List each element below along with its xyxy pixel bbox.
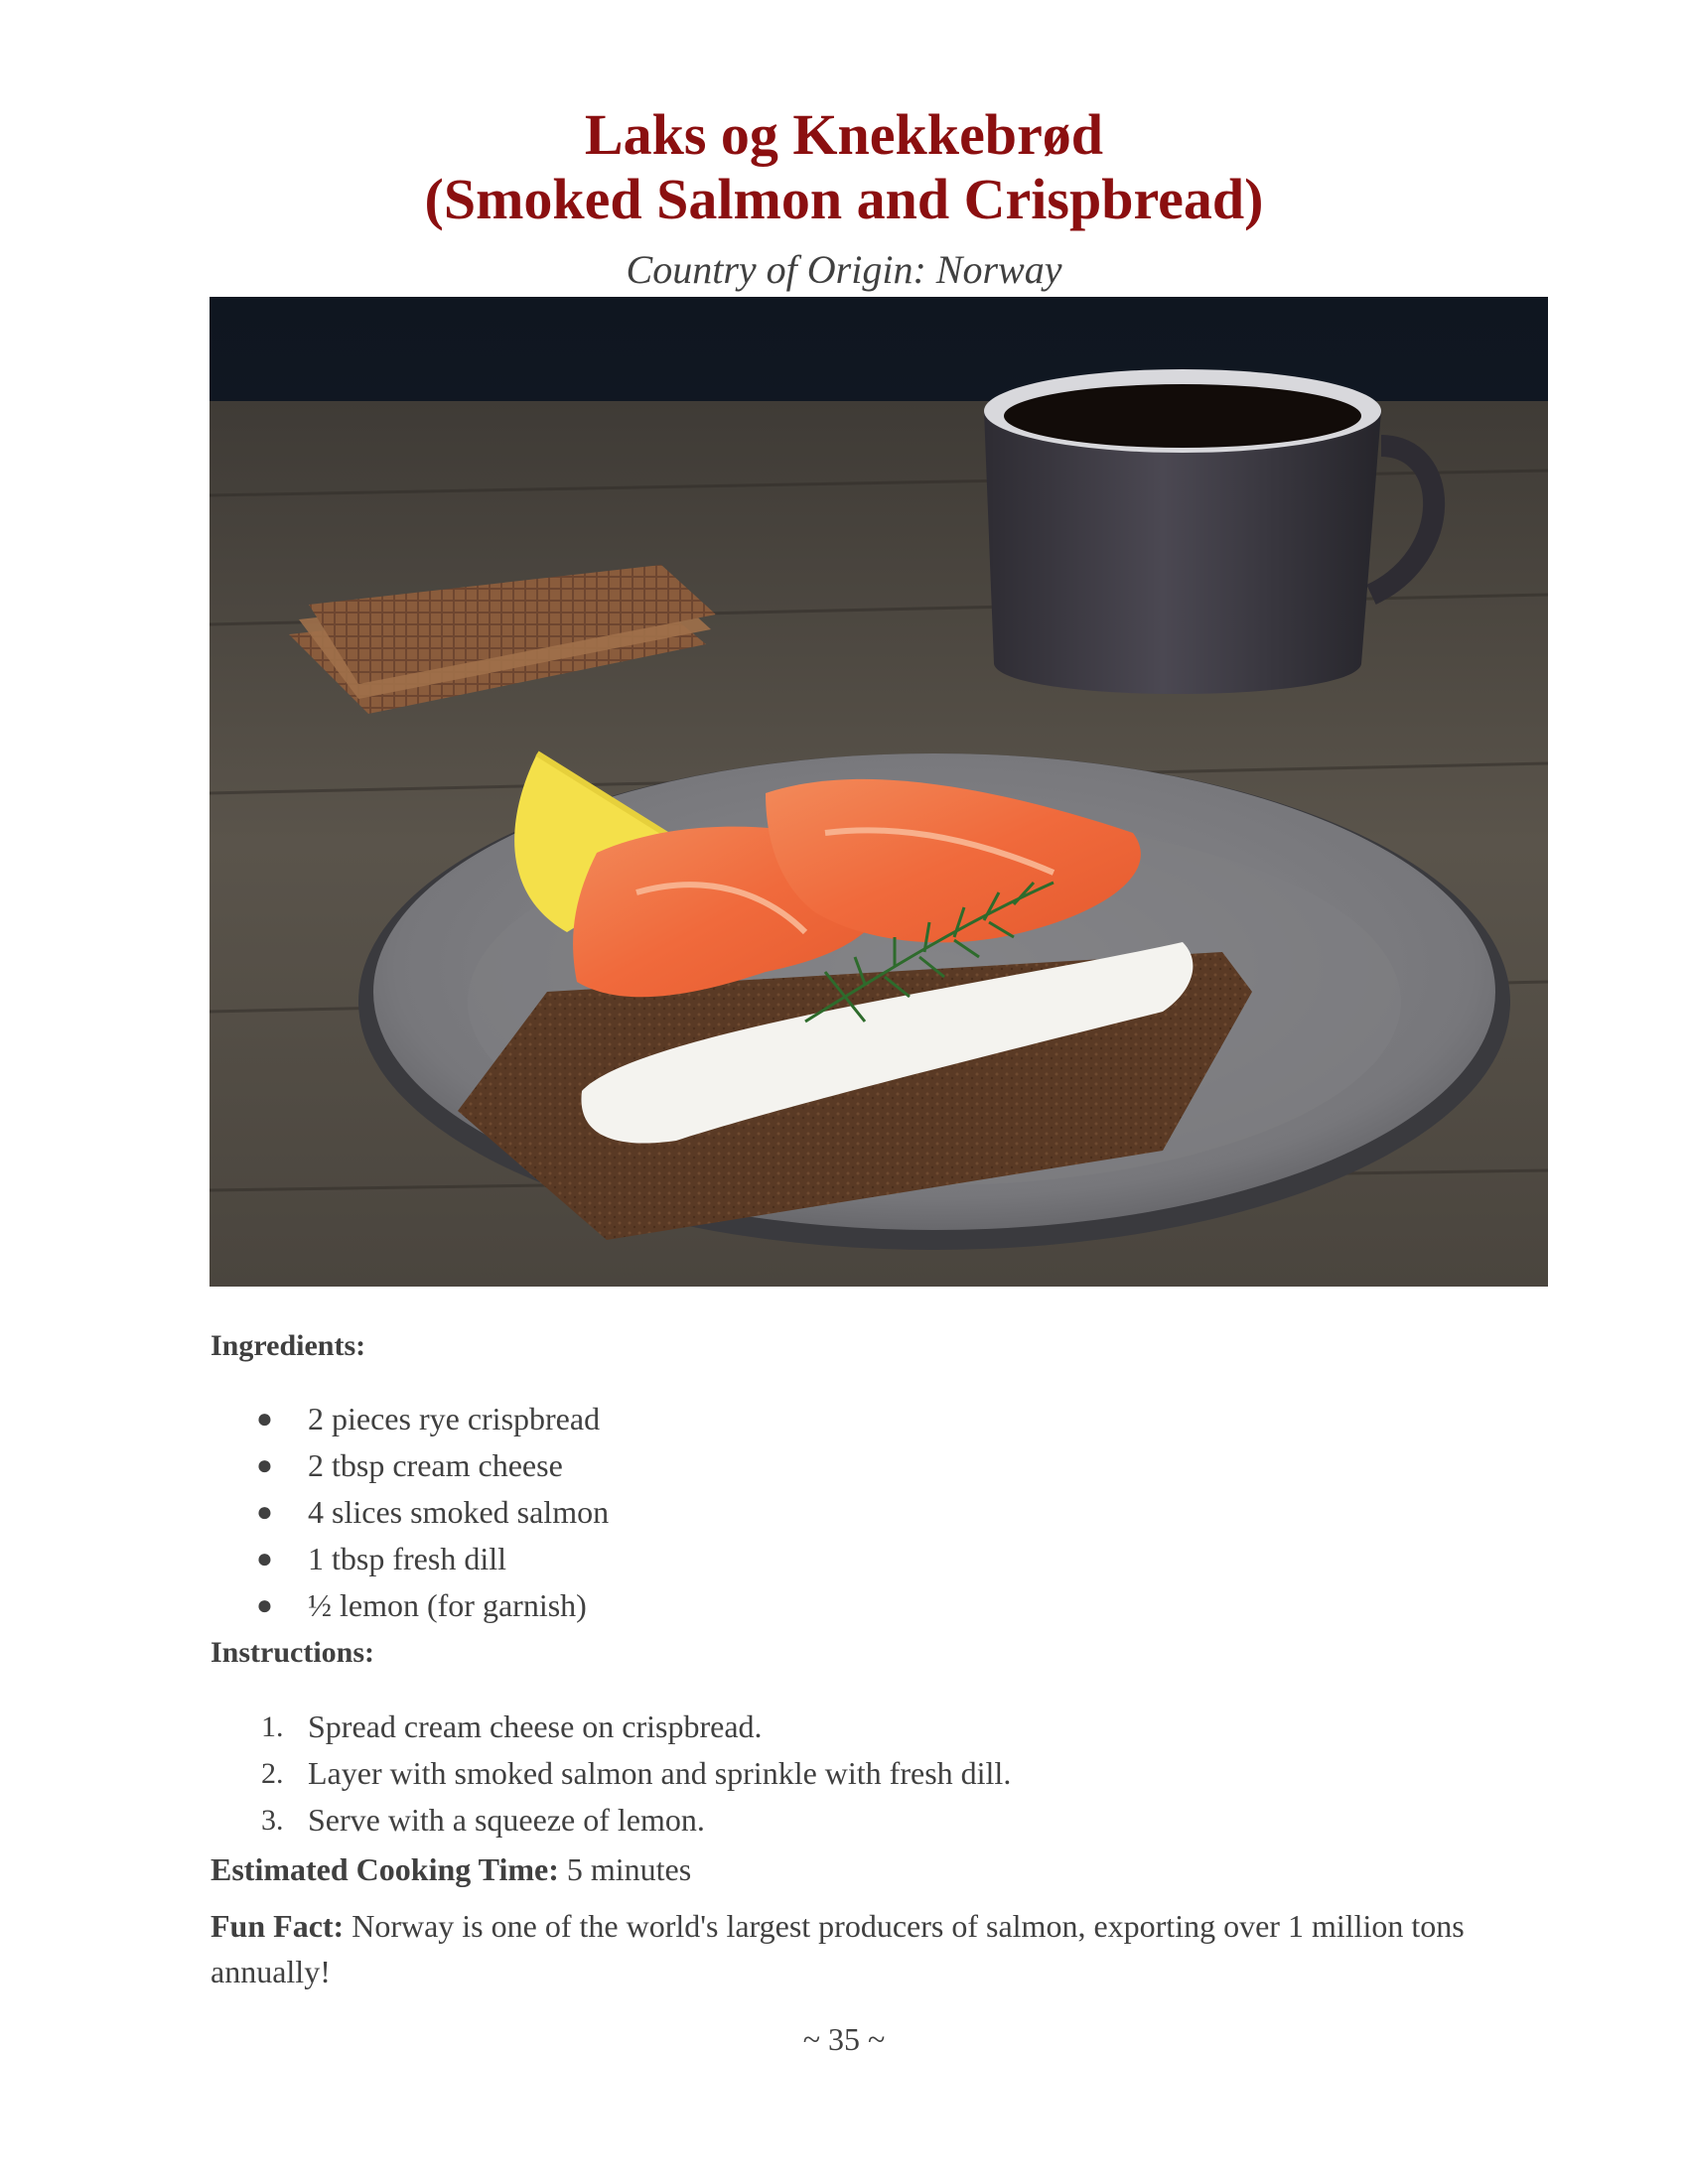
fun-fact (211, 1903, 1501, 1994)
step-number: 3. (261, 1804, 284, 1837)
step-number: 1. (261, 1710, 284, 1743)
fun-fact-label: Fun Fact: (211, 1908, 345, 1944)
recipe-title-english: (Smoked Salmon and Crispbread) (424, 167, 1264, 231)
bullet-icon: ● (256, 1590, 273, 1621)
instructions-heading: Instructions: (211, 1636, 375, 1669)
recipe-title-native: Laks og Knekkebrød (584, 102, 1104, 167)
bullet-icon: ● (256, 1497, 273, 1528)
step-number: 2. (261, 1757, 284, 1790)
cooking-time (211, 1846, 1501, 1892)
ingredient-text: 4 slices smoked salmon (308, 1494, 610, 1530)
step-text: Spread cream cheese on crispbread. (308, 1708, 763, 1744)
page-number: ~ 35 ~ (802, 2021, 886, 2057)
ingredient-text: 1 tbsp fresh dill (308, 1541, 506, 1576)
recipe-photo (210, 297, 1548, 1287)
fun-fact-text: Norway is one of the world's largest producers of salmon, exporting over 1 million tons annually! (211, 1908, 1465, 1989)
step-text: Serve with a squeeze of lemon. (308, 1802, 705, 1838)
ingredient-text: 2 pieces rye crispbread (308, 1401, 601, 1436)
ingredient-text: 2 tbsp cream cheese (308, 1447, 563, 1483)
bullet-icon: ● (256, 1450, 273, 1481)
ingredient-text: ½ lemon (for garnish) (308, 1587, 587, 1623)
bullet-icon: ● (256, 1544, 273, 1574)
step-text: Layer with smoked salmon and sprinkle with fresh dill. (308, 1755, 1012, 1791)
bullet-icon: ● (256, 1404, 273, 1434)
cooking-time-value: 5 minutes (566, 1851, 692, 1887)
cooking-time-label: Estimated Cooking Time: (211, 1851, 559, 1887)
country-of-origin: Country of Origin: Norway (626, 247, 1062, 292)
ingredients-heading: Ingredients: (211, 1329, 366, 1362)
